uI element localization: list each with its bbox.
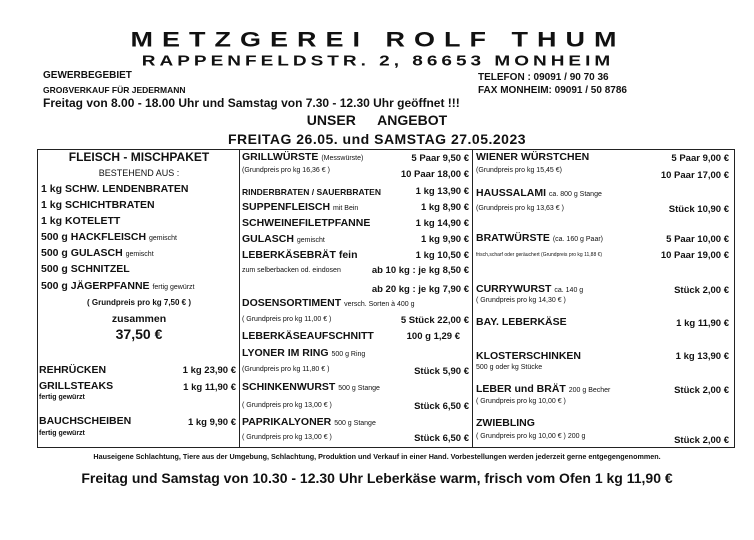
zwiebling-price: Stück 2,00 € — [674, 435, 729, 446]
klosterschinken-note: 500 g oder kg Stücke — [476, 364, 543, 371]
paket-item: 1 kg KOTELETT — [41, 215, 121, 227]
leberkaese-name: BAY. LEBERKÄSE — [476, 316, 567, 328]
leber-braet-price: Stück 2,00 € — [674, 385, 729, 396]
haussalami-price: Stück 10,90 € — [668, 204, 729, 215]
leberkaeseaufschnitt-name: LEBERKÄSEAUFSCHNITT — [242, 330, 374, 342]
grillsteaks-name: GRILLSTEAKS — [39, 380, 114, 392]
paket-title: FLEISCH - MISCHPAKET — [68, 150, 210, 164]
paprikalyoner-price: Stück 6,50 € — [414, 433, 469, 444]
leber-braet-name: LEBER und BRÄT 200 g Becher — [476, 383, 611, 395]
schweinefilet-name: SCHWEINEFILETPFANNE — [242, 217, 371, 229]
wiener-grundpreis: (Grundpreis pro kg 15,45 €) — [476, 167, 562, 174]
bratwuerste-price-5: 5 Paar 10,00 € — [666, 234, 729, 245]
footer-leberkaese: Freitag und Samstag von 10.30 - 12.30 Uhr Leberkäse warm, frisch vom Ofen 1 kg 11,90 € — [81, 470, 673, 486]
bratwuerste-grundpreis: frisch,scharf oder geräuchert (Grundpreis pro kg 11,88 €) — [476, 252, 603, 258]
bauchscheiben-note: fertig gewürzt — [39, 430, 85, 437]
paket-total-price: 37,50 € — [115, 326, 163, 342]
wholesale-label: GROẞVERKAUF FÜR JEDERMANN — [43, 85, 186, 95]
gulasch-name: GULASCH gemischt — [242, 233, 325, 245]
currywurst-price: Stück 2,00 € — [674, 285, 729, 296]
schweinefilet-price: 1 kg 14,90 € — [415, 218, 469, 229]
opening-hours: Freitag von 8.00 - 18.00 Uhr und Samstag von 7.30 - 12.30 Uhr geöffnet !!! — [43, 96, 460, 110]
paprikalyoner-grundpreis: ( Grundpreis pro kg 13,00 € ) — [242, 434, 332, 441]
column-divider-2 — [472, 150, 473, 447]
leberkaesebraet-price: 1 kg 10,50 € — [415, 250, 469, 261]
area-label: GEWERBEGEBIET — [43, 70, 132, 81]
paprikalyoner-name: PAPRIKALYONER 500 g Stange — [242, 416, 376, 428]
schinkenwurst-price: Stück 6,50 € — [414, 401, 469, 412]
rinderbraten-name: RINDERBRATEN / SAUERBRATEN — [242, 187, 381, 197]
paket-item: 500 g GULASCH gemischt — [41, 247, 154, 259]
grillwuerste-price-5: 5 Paar 9,50 € — [411, 153, 469, 164]
paket-item: 500 g HACKFLEISCH gemischt — [41, 231, 177, 243]
bauchscheiben-price: 1 kg 9,90 € — [187, 417, 236, 428]
bratwuerste-price-10: 10 Paar 19,00 € — [660, 250, 729, 261]
leberkaesebraet-bulk-10: ab 10 kg : je kg 8,50 € — [371, 265, 469, 276]
offer-dates: FREITAG 26.05. und SAMSTAG 27.05.2023 — [227, 131, 527, 147]
paket-item: 1 kg SCHICHTBRATEN — [41, 199, 155, 211]
suppenfleisch-price: 1 kg 8,90 € — [420, 202, 469, 213]
rinderbraten-price: 1 kg 13,90 € — [415, 186, 469, 197]
leberkaesebraet-note: zum selberbacken od. eindosen — [242, 267, 341, 274]
wiener-name: WIENER WÜRSTCHEN — [476, 151, 590, 163]
currywurst-grundpreis: ( Grundpreis pro kg 14,30 € ) — [476, 297, 566, 304]
grillwuerste-price-10: 10 Paar 18,00 € — [400, 169, 469, 180]
paket-item: 500 g SCHNITZEL — [41, 263, 130, 275]
leberkaesebraet-bulk-20: ab 20 kg : je kg 7,90 € — [371, 284, 469, 295]
klosterschinken-name: KLOSTERSCHINKEN — [476, 350, 582, 362]
fax-number: FAX MONHEIM: 09091 / 50 8786 — [478, 85, 627, 96]
gulasch-price: 1 kg 9,90 € — [420, 234, 469, 245]
offer-title: UNSER ANGEBOT — [306, 112, 448, 128]
klosterschinken-price: 1 kg 13,90 € — [675, 351, 729, 362]
lyoner-grundpreis: (Grundpreis pro kg 11,80 € ) — [242, 366, 330, 373]
footer-note: Hauseigene Schlachtung, Tiere aus der Umgebung, Schlachtung, Produktion und Verkauf in einer Hand. Vorbestellungen werden jederzeit gerne entgegengenommen. — [93, 452, 661, 461]
lyoner-name: LYONER IM RING 500 g Ring — [242, 347, 366, 359]
rehruecken-name: REHRÜCKEN — [39, 364, 107, 376]
paket-subtitle: BESTEHEND AUS : — [98, 168, 180, 178]
grillsteaks-note: fertig gewürzt — [39, 394, 85, 401]
dosensortiment-price: 5 Stück 22,00 € — [400, 315, 469, 326]
paket-zusammen: zusammen — [111, 313, 167, 325]
lyoner-price: Stück 5,90 € — [414, 366, 469, 377]
grillwuerste-name: GRILLWÜRSTE (Messwürste) — [242, 151, 364, 163]
suppenfleisch-name: SUPPENFLEISCH mit Bein — [242, 201, 359, 213]
wiener-price-5: 5 Paar 9,00 € — [671, 153, 729, 164]
column-divider-1 — [239, 150, 240, 447]
schinkenwurst-grundpreis: ( Grundpreis pro kg 13,00 € ) — [242, 402, 332, 409]
haussalami-grundpreis: (Grundpreis pro kg 13,63 € ) — [476, 205, 564, 212]
shop-title: METZGEREI ROLF THUM — [130, 28, 626, 52]
leberkaeseaufschnitt-price: 100 g 1,29 € — [406, 331, 460, 342]
shop-address: RAPPENFELDSTR. 2, 86653 MONHEIM — [141, 53, 615, 70]
bratwuerste-name: BRATWÜRSTE (ca. 160 g Paar) — [476, 232, 604, 244]
wiener-price-10: 10 Paar 17,00 € — [660, 170, 729, 181]
currywurst-name: CURRYWURST ca. 140 g — [476, 283, 584, 295]
grillwuerste-grundpreis: (Grundpreis pro kg 16,36 € ) — [242, 167, 330, 174]
zwiebling-name: ZWIEBLING — [476, 417, 535, 429]
paket-grundpreis: ( Grundpreis pro kg 7,50 € ) — [86, 298, 192, 307]
dosensortiment-grundpreis: ( Grundpreis pro kg 11,00 € ) — [242, 316, 332, 323]
dosensortiment-name: DOSENSORTIMENT versch. Sorten à 400 g — [242, 297, 415, 309]
leberkaesebraet-name: LEBERKÄSEBRÄT fein — [242, 249, 358, 261]
zwiebling-grundpreis: ( Grundpreis pro kg 10,00 € ) 200 g — [476, 433, 586, 440]
grillsteaks-price: 1 kg 11,90 € — [183, 382, 236, 393]
paket-item: 500 g JÄGERPFANNE fertig gewürzt — [41, 280, 195, 292]
leber-braet-grundpreis: ( Grundpreis pro kg 10,00 € ) — [476, 398, 566, 405]
haussalami-name: HAUSSALAMI ca. 800 g Stange — [476, 187, 602, 199]
bauchscheiben-name: BAUCHSCHEIBEN — [39, 415, 132, 427]
leberkaese-price: 1 kg 11,90 € — [676, 318, 729, 329]
paket-item: 1 kg SCHW. LENDENBRATEN — [41, 183, 189, 195]
schinkenwurst-name: SCHINKENWURST 500 g Stange — [242, 381, 380, 393]
rehruecken-price: 1 kg 23,90 € — [182, 365, 236, 376]
phone-number: TELEFON : 09091 / 90 70 36 — [478, 72, 609, 83]
